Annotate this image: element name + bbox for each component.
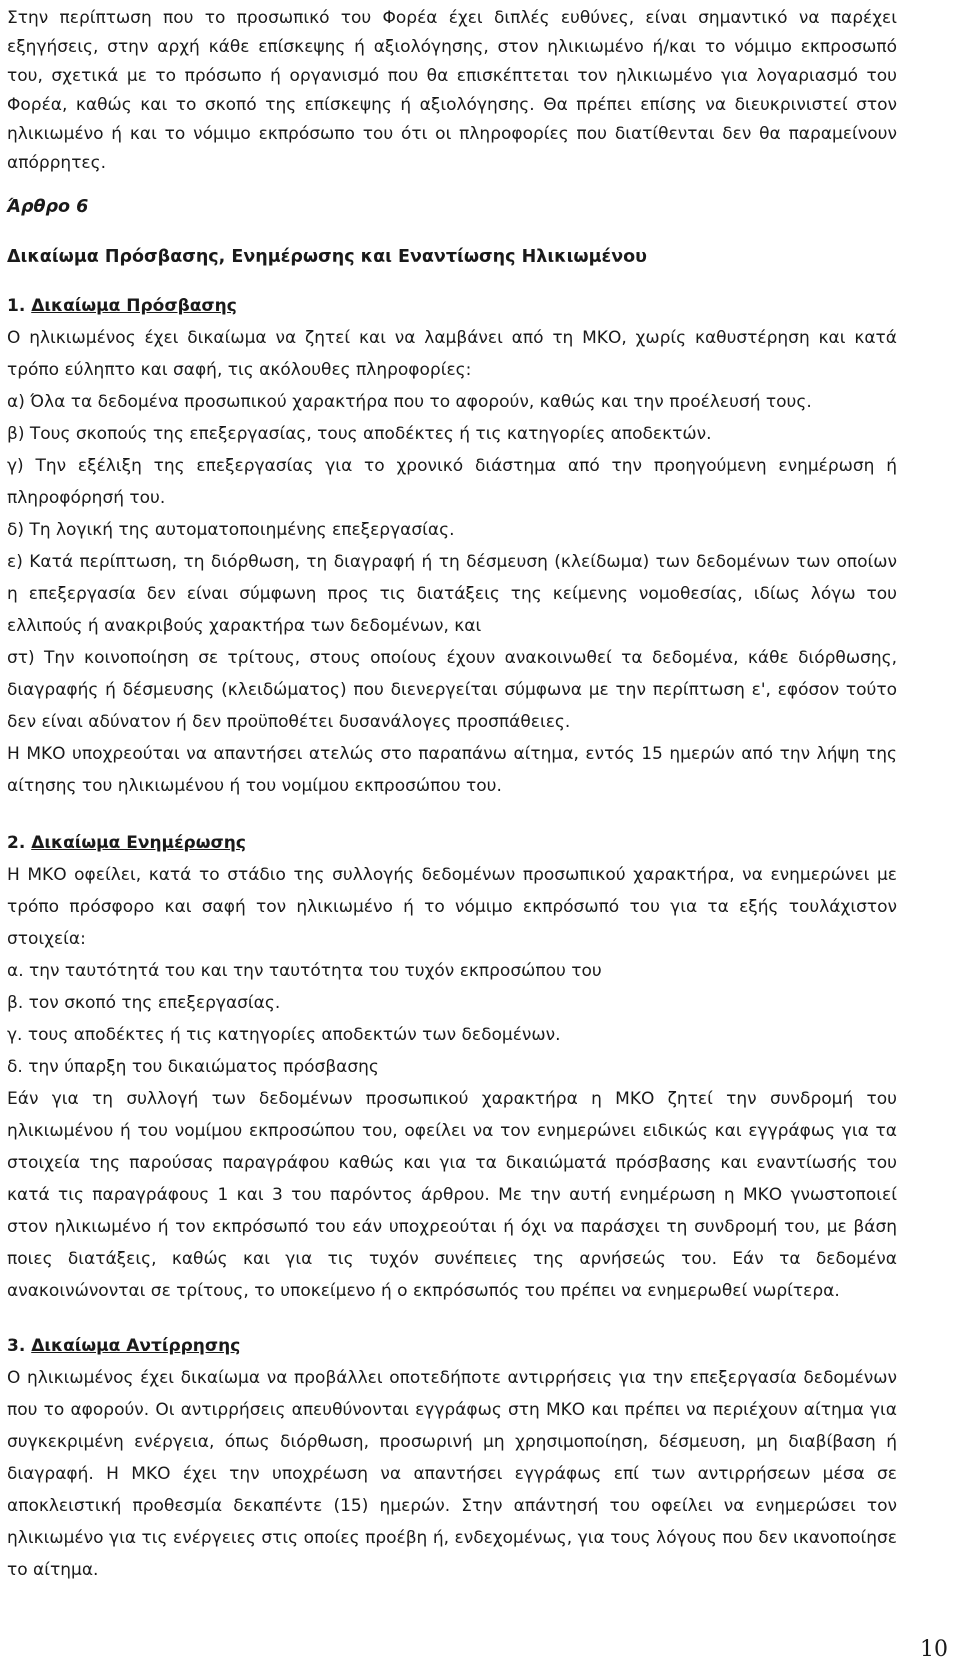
section-number: 2. — [7, 833, 26, 853]
section-title: Δικαίωμα Ενημέρωσης — [31, 833, 246, 853]
section-access-right — [7, 290, 897, 802]
section-title: Δικαίωμα Πρόσβασης — [31, 296, 237, 316]
section-heading — [7, 290, 897, 322]
list-item: α) Όλα τα δεδομένα προσωπικού χαρακτήρα που το αφορούν, καθώς και την προέλευσή τους. — [7, 392, 812, 412]
paragraph: Ο ηλικιωμένος έχει δικαίωμα να ζητεί και να λαμβάνει από τη ΜΚΟ, χωρίς καθυστέρηση και κατά τρόπο εύληπτο και σαφή, τις ακόλουθες πληροφορίες: — [7, 328, 897, 380]
section-number: 1. — [7, 296, 26, 316]
section-title: Δικαίωμα Αντίρρησης — [31, 1336, 241, 1356]
list-item: γ. τους αποδέκτες ή τις κατηγορίες αποδεκτών των δεδομένων. — [7, 1025, 561, 1045]
list-item: β. τον σκοπό της επεξεργασίας. — [7, 993, 281, 1013]
list-item: δ. την ύπαρξη του δικαιώματος πρόσβασης — [7, 1057, 379, 1077]
list-item: α. την ταυτότητά του και την ταυτότητα του τυχόν εκπροσώπου του — [7, 961, 602, 981]
section-heading — [7, 827, 897, 859]
section-objection-right — [7, 1330, 897, 1586]
document-page — [7, 4, 897, 1586]
section-number: 3. — [7, 1336, 26, 1356]
intro-section — [7, 4, 897, 178]
list-item: ε) Κατά περίπτωση, τη διόρθωση, τη διαγραφή ή τη δέσμευση (κλείδωμα) των δεδομένων των οποίων η επεξεργασία δεν είναι σύμφωνη προς τις διατάξεις της κείμενης νομοθεσίας, ιδίως λόγω του ελλιπούς ή ανακριβούς χαρακτήρα των δεδομένων, και — [7, 552, 897, 636]
paragraph: Η ΜΚΟ υποχρεούται να απαντήσει ατελώς στο παραπάνω αίτημα, εντός 15 ημερών από την λήψη της αίτησης του ηλικιωμένου ή του νομίμου εκπροσώπου του. — [7, 744, 897, 796]
paragraph: Ο ηλικιωμένος έχει δικαίωμα να προβάλλει οποτεδήποτε αντιρρήσεις για την επεξεργασία δεδομένων που το αφορούν. Οι αντιρρήσεις απευθύνονται εγγράφως στη ΜΚΟ και πρέπει να περιέχουν αίτημα για συγκεκριμένη ενέργεια, όπως διόρθωση, προσωρινή μη χρησιμοποίηση, δέσμευση, μη διαβίβαση ή διαγραφή. Η ΜΚΟ έχει την υποχρέωση να απαντήσει εγγράφως επί των αντιρρήσεων μέσα σε αποκλειστική προθεσμία δεκαπέντε (15) ημερών. Στην απάντησή του οφείλει να ενημερώσει τον ηλικιωμένο για τις ενέργειες στις οποίες προέβη ή, ενδεχομένως, για τους λόγους που δεν ικανοποίησε το αίτημα. — [7, 1368, 897, 1580]
list-item: β) Τους σκοπούς της επεξεργασίας, τους αποδέκτες ή τις κατηγορίες αποδεκτών. — [7, 424, 712, 444]
list-item: γ) Την εξέλιξη της επεξεργασίας για το χρονικό διάστημα από την προηγούμενη ενημέρωση ή πληροφόρησή του. — [7, 456, 897, 508]
intro-paragraph: Στην περίπτωση που το προσωπικό του Φορέα έχει διπλές ευθύνες, είναι σημαντικό να παρέχει εξηγήσεις, στην αρχή κάθε επίσκεψης ή αξιολόγησης, στον ηλικιωμένο ή/και το νόμιμο εκπροσωπό του, σχετικά με το πρόσωπο ή οργανισμό που θα επισκέπτεται τον ηλικιωμένο για λογαριασμό του Φορέα, καθώς και το σκοπό της επίσκεψης ή αξιολόγησης. Θα πρέπει επίσης να διευκρινιστεί στον ηλικιωμένο ή και το νόμιμο εκπρόσωπο του ότι οι πληροφορίες που διατίθενται δεν θα παραμείνουν απόρρητες. — [7, 8, 897, 173]
section-heading — [7, 1330, 897, 1362]
paragraph: Εάν για τη συλλογή των δεδομένων προσωπικού χαρακτήρα η ΜΚΟ ζητεί την συνδρομή του ηλικιωμένου ή του νομίμου εκπροσώπου του, οφείλει να τον ενημερώνει ειδικώς και εγγράφως για τα στοιχεία της παρούσας παραγράφου καθώς και για τα δικαιώματά πρόσβασης και εναντίωσής του κατά τις παραγράφους 1 και 3 του παρόντος άρθρου. Με την αυτή ενημέρωση η ΜΚΟ γνωστοποιεί στον ηλικιωμένο ή τον εκπρόσωπό του εάν υποχρεούται ή όχι να παράσχει τη συνδρομή του, με βάση ποιες διατάξεις, καθώς και για τις τυχόν συνέπειες της αρνήσεώς του. Εάν τα δεδομένα ανακοινώνονται σε τρίτους, το υποκείμενο ή ο εκπρόσωπός του πρέπει να ενημερωθεί νωρίτερα. — [7, 1089, 897, 1301]
paragraph: Η ΜΚΟ οφείλει, κατά το στάδιο της συλλογής δεδομένων προσωπικού χαρακτήρα, να ενημερώνει με τρόπο πρόσφορο και σαφή τον ηλικιωμένο ή το νόμιμο εκπρόσωπό του για τα εξής τουλάχιστον στοιχεία: — [7, 865, 897, 949]
list-item: στ) Την κοινοποίηση σε τρίτους, στους οποίους έχουν ανακοινωθεί τα δεδομένα, κάθε διόρθωσης, διαγραφής ή δέσμευσης (κλειδώματος) που διενεργείται σύμφωνα με την περίπτωση ε', εφόσον τούτο δεν είναι αδύνατον ή δεν προϋποθέτει δυσανάλογες προσπάθειες. — [7, 648, 897, 732]
page-number: 10 — [920, 1637, 948, 1662]
article-heading: Δικαίωμα Πρόσβασης, Ενημέρωσης και Εναντίωσης Ηλικιωμένου — [7, 247, 647, 267]
article-title: Άρθρο 6 — [7, 197, 89, 217]
list-item: δ) Τη λογική της αυτοματοποιημένης επεξεργασίας. — [7, 520, 455, 540]
section-information-right — [7, 827, 897, 1307]
